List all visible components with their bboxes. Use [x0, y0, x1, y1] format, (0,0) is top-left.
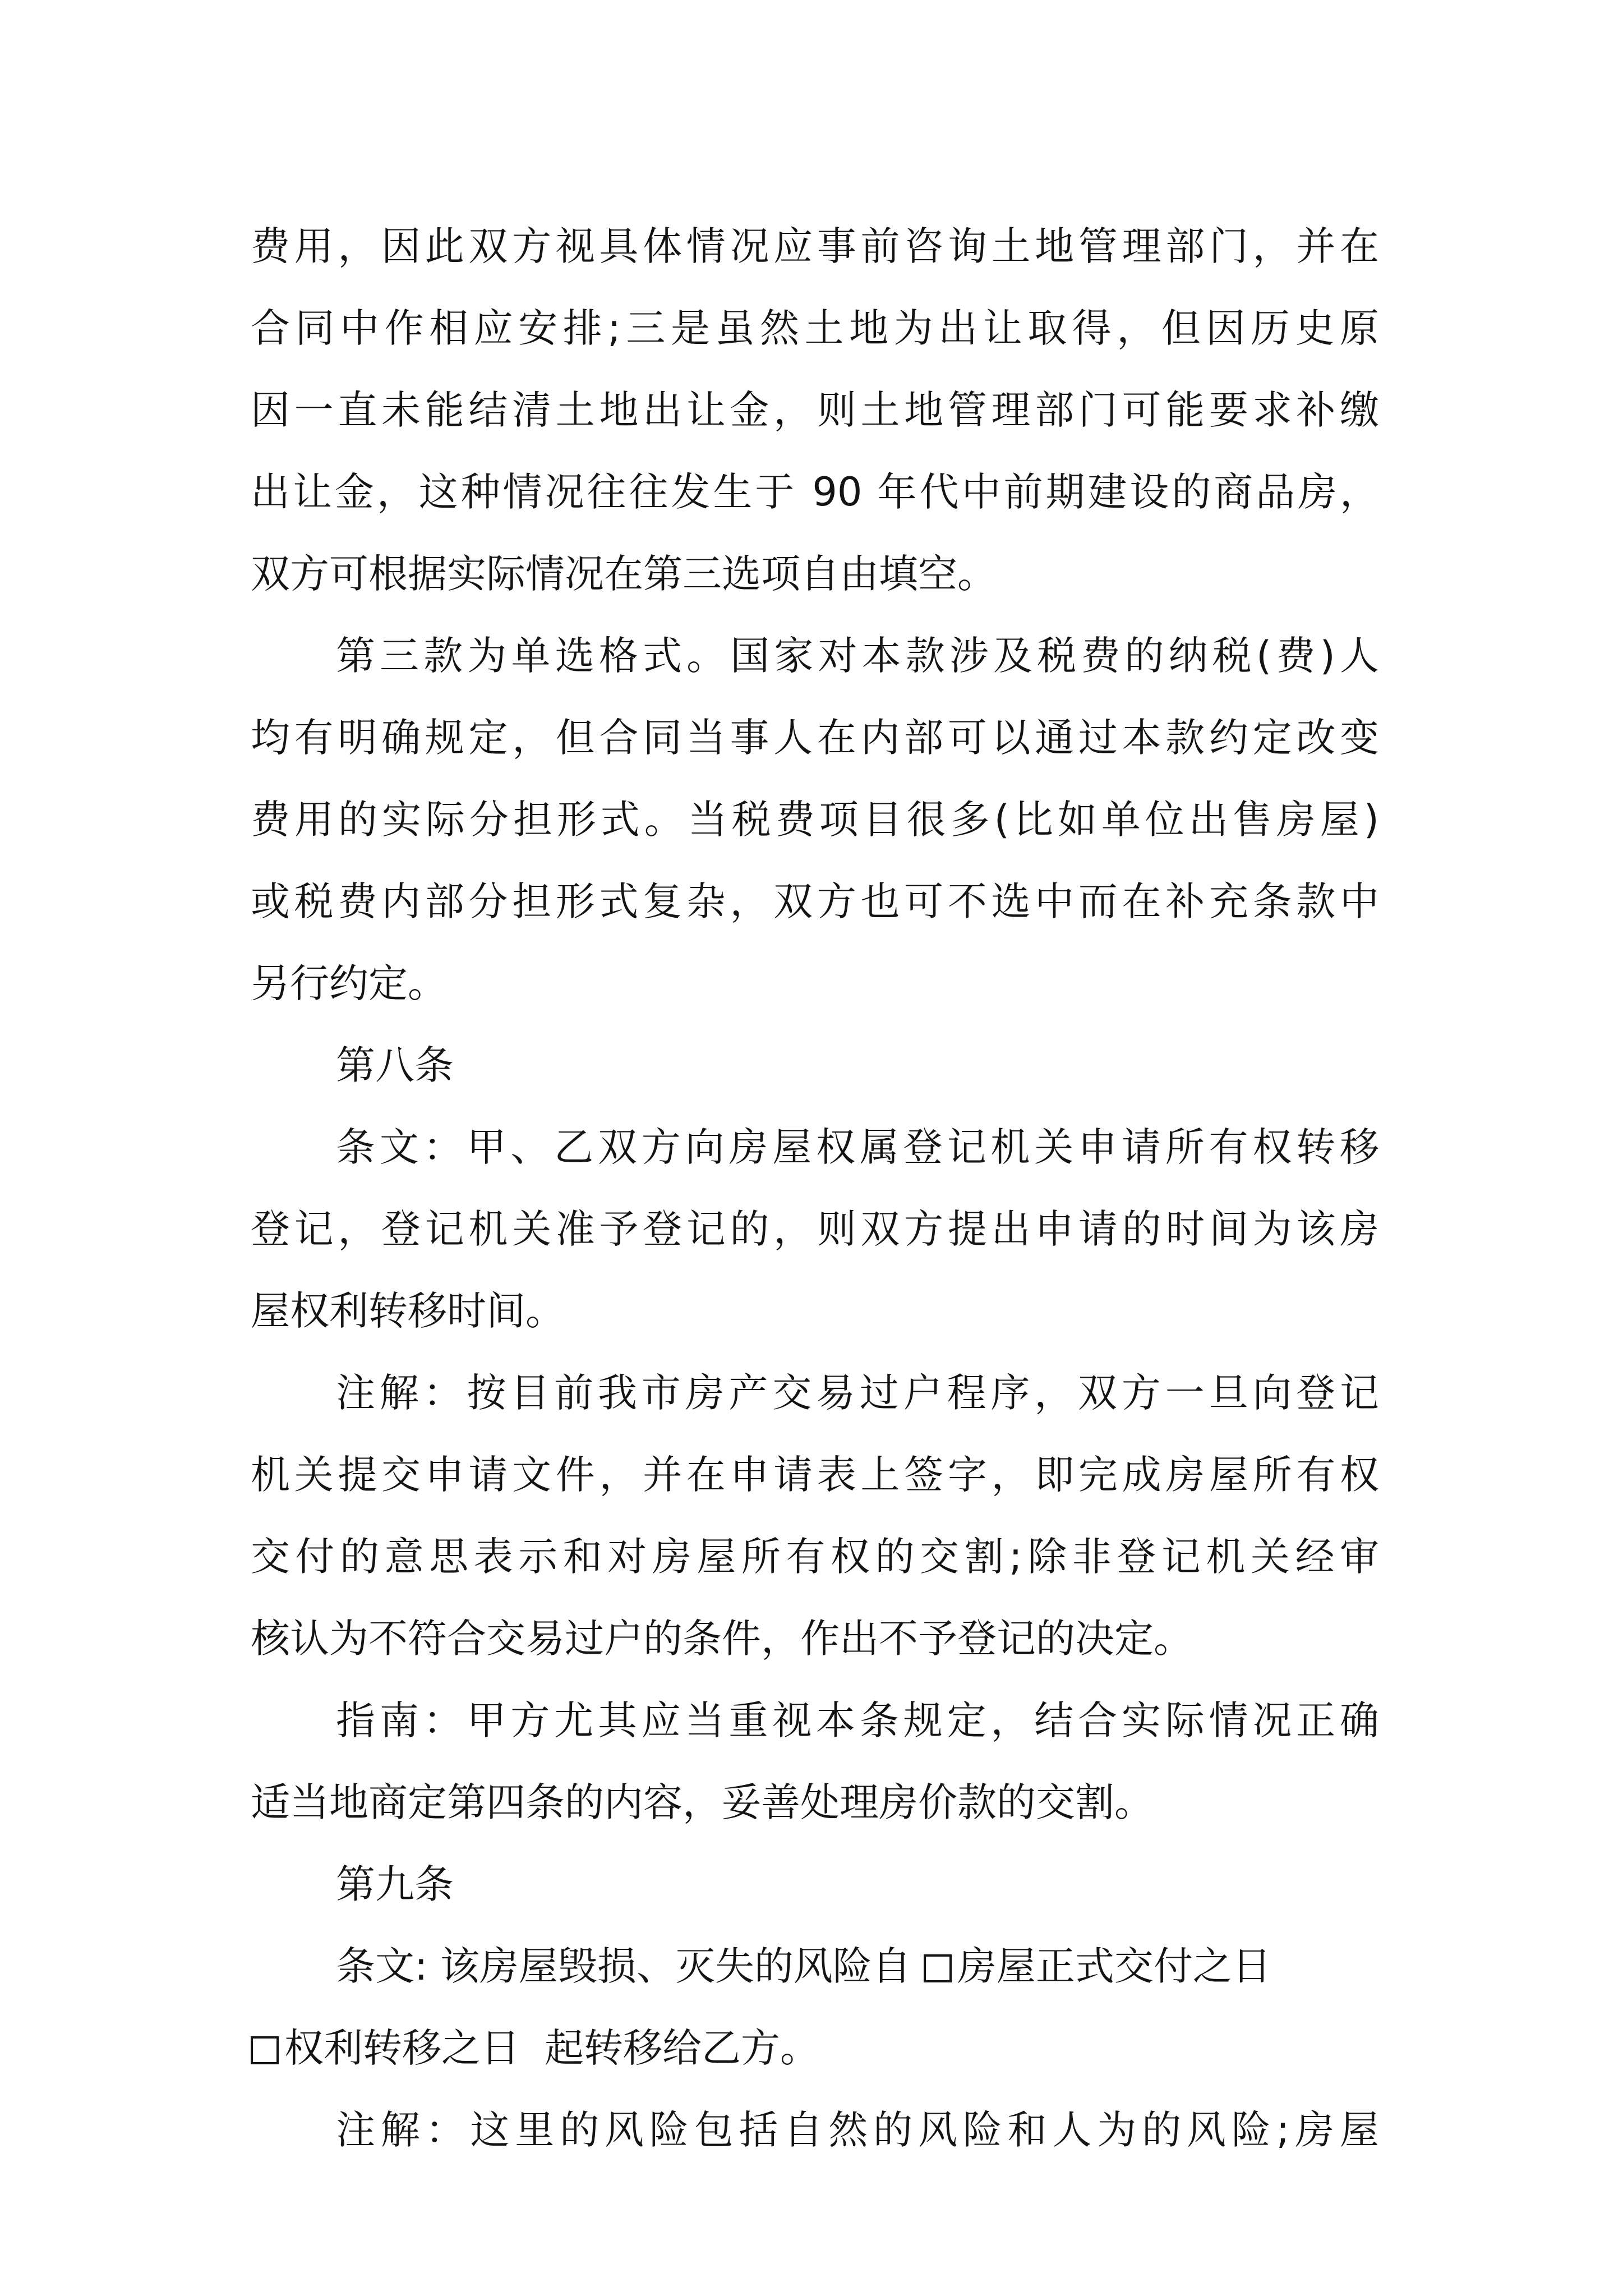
article-9-clause-prefix: 条文: 该房屋毁损、灭失的风险自 [336, 1943, 911, 1989]
p1-line-1: 费用，因此双方视具体情况应事前咨询土地管理部门，并在 [251, 223, 1379, 269]
article-9-clause-line-2 [251, 2024, 819, 2072]
article-8-clause-line-1: 条文：甲、乙双方向房屋权属登记机关申请所有权转移 [336, 1124, 1379, 1170]
article-9-clause-suffix: 起转移给乙方。 [545, 2025, 819, 2071]
p1-line-2: 合同中作相应安排;三是虽然土地为出让取得，但因历史原 [251, 305, 1379, 351]
article-9-note-line-1: 注解：这里的风险包括自然的风险和人为的风险;房屋 [336, 2107, 1379, 2153]
document-page [251, 0, 1389, 2296]
p2-line-1: 第三款为单选格式。国家对本款涉及税费的纳税(费)人 [336, 633, 1379, 679]
article-8-guide-line-2: 适当地商定第四条的内容，妥善处理房价款的交割。 [251, 1779, 1154, 1825]
article-8-note-line-2: 机关提交申请文件，并在申请表上签字，即完成房屋所有权 [251, 1452, 1379, 1498]
article-9-clause-line-1 [336, 1942, 1271, 1990]
article-9-option-transfer-date: 权利转移之日 [284, 2025, 520, 2071]
empty-checkbox-icon[interactable] [924, 1954, 952, 1982]
article-8-guide-line-1: 指南：甲方尤其应当重视本条规定，结合实际情况正确 [336, 1697, 1379, 1743]
p2-line-2: 均有明确规定，但合同当事人在内部可以通过本款约定改变 [251, 715, 1379, 761]
p2-line-4: 或税费内部分担形式复杂，双方也可不选中而在补充条款中 [251, 878, 1379, 924]
article-8-note-line-1: 注解：按目前我市房产交易过户程序，双方一旦向登记 [336, 1370, 1379, 1416]
article-8-clause-line-2: 登记，登记机关准予登记的，则双方提出申请的时间为该房 [251, 1206, 1379, 1252]
article-8-note-line-4: 核认为不符合交易过户的条件，作出不予登记的决定。 [251, 1616, 1193, 1662]
empty-checkbox-icon[interactable] [251, 2036, 279, 2064]
p1-line-5: 双方可根据实际情况在第三选项自由填空。 [251, 551, 997, 597]
p2-line-5: 另行约定。 [251, 960, 447, 1006]
article-8-clause-line-3: 屋权利转移时间。 [251, 1288, 565, 1334]
p2-line-3: 费用的实际分担形式。当税费项目很多(比如单位出售房屋) [251, 797, 1379, 843]
article-9-heading: 第九条 [336, 1861, 454, 1907]
p1-line-4: 出让金，这种情况往往发生于 90 年代中前期建设的商品房， [251, 469, 1379, 515]
p1-line-3: 因一直未能结清土地出让金，则土地管理部门可能要求补缴 [251, 387, 1379, 433]
article-8-heading: 第八条 [336, 1042, 454, 1088]
article-8-note-line-3: 交付的意思表示和对房屋所有权的交割;除非登记机关经审 [251, 1534, 1379, 1580]
article-9-option-delivery-date: 房屋正式交付之日 [957, 1943, 1271, 1989]
